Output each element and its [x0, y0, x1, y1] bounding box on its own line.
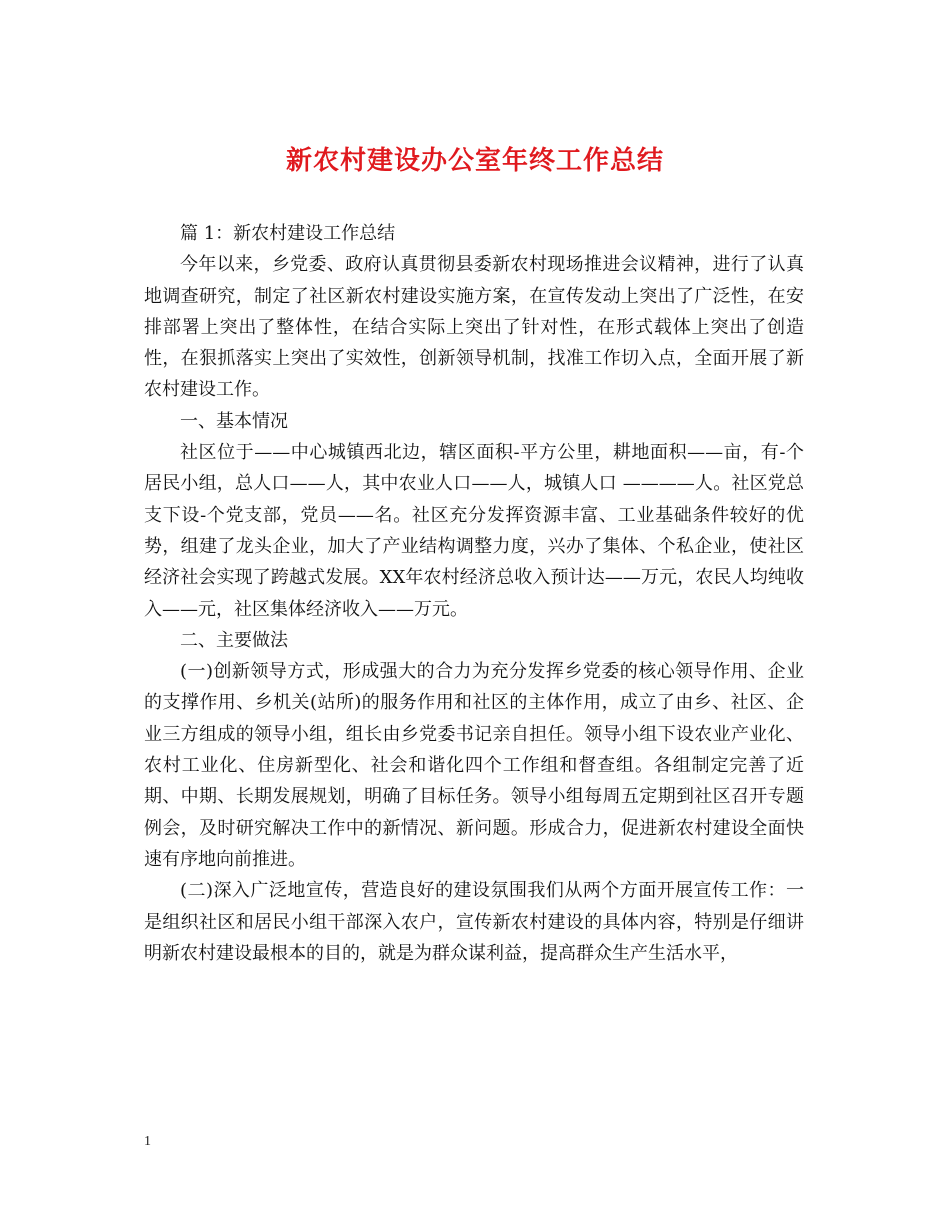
basic-situation-paragraph: 社区位于——中心城镇西北边，辖区面积-平方公里，耕地面积——亩，有-个居民小组，总人口——人，其中农业人口——人，城镇人口 ————人。社区党总支下设-个党支部，党员——名。社区充分发挥资源丰富、工业基础条件较好的优势，组建了龙头企业，加大了产业结构调整力度，兴办了集体、个私企业，使社区经济社会实现了跨越式发展。XX年农村经济总收入预计达——万元，农民人均纯收入——元，社区集体经济收入——万元。: [144, 442, 804, 620]
section-heading-part1: 篇 1：新农村建设工作总结: [180, 223, 396, 244]
page-number: 1: [144, 1134, 151, 1149]
document-title: 新农村建设办公室年终工作总结: [285, 146, 664, 176]
method-two-paragraph: (二)深入广泛地宣传，营造良好的建设氛围我们从两个方面开展宣传工作：一是组织社区和居民小组干部深入农户，宣传新农村建设的具体内容，特别是仔细讲明新农村建设最根本的目的，就是为群众谋利益，提高群众生产生活水平，: [144, 880, 804, 964]
document-body: [144, 218, 804, 969]
section-heading-main-methods: 二、主要做法: [180, 629, 288, 651]
section-heading-basic-situation: 一、基本情况: [180, 410, 288, 432]
method-one-paragraph: (一)创新领导方式，形成强大的合力为充分发挥乡党委的核心领导作用、企业的支撑作用、乡机关(站所)的服务作用和社区的主体作用，成立了由乡、社区、企业三方组成的领导小组，组长由乡党委书记亲自担任。领导小组下设农业产业化、农村工业化、住房新型化、社会和谐化四个工作组和督查组。各组制定完善了近期、中期、长期发展规划，明确了目标任务。领导小组每周五定期到社区召开专题例会，及时研究解决工作中的新情况、新问题。形成合力，促进新农村建设全面快速有序地向前推进。: [144, 661, 804, 870]
intro-paragraph: 今年以来，乡党委、政府认真贯彻县委新农村现场推进会议精神，进行了认真地调查研究，制定了社区新农村建设实施方案，在宣传发动上突出了广泛性，在安排部署上突出了整体性，在结合实际上突出了针对性，在形式载体上突出了创造性，在狠抓落实上突出了实效性，创新领导机制，找准工作切入点，全面开展了新农村建设工作。: [144, 254, 804, 401]
